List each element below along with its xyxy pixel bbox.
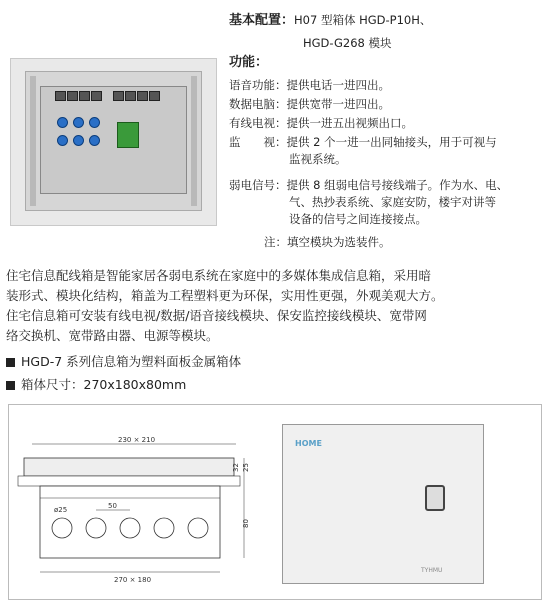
desc-line: 络交换机、宽带路由器、电源等模块。 xyxy=(6,328,219,343)
bottom-dim-label: 270 × 180 xyxy=(114,576,152,584)
product-photo xyxy=(10,58,217,226)
spec-row: 有线电视：提供一进五出视频出口。 xyxy=(229,116,413,130)
right-dim-3: 80 xyxy=(242,519,250,528)
box-frame xyxy=(25,71,202,211)
desc-line: 住宅信息配线箱是智能家居各弱电系统在家庭中的多媒体集成信息箱，采用暗 xyxy=(6,268,432,283)
pitch-dim-label: 50 xyxy=(108,502,117,510)
config-value-2: HGD-G268 模块 xyxy=(303,36,392,50)
bullet-item: HGD-7 系列信息箱为塑料面板金属箱体 xyxy=(6,352,241,370)
right-rail xyxy=(191,76,197,206)
top-dim-label: 230 × 210 xyxy=(118,436,156,444)
spec-row: 弱电信号：提供 8 组弱电信号接线端子。作为水、电、 xyxy=(229,178,509,192)
desc-line: 住宅信息箱可安装有线电视/数据/语音接线模块、保安监控接线模块、宽带网 xyxy=(6,308,427,323)
home-logo: HOME xyxy=(295,439,322,448)
function-title: 功能： xyxy=(229,55,269,70)
config-value: H07 型箱体 HGD-P10H、 xyxy=(294,13,432,27)
spec-row: 气、热抄表系统、家庭安防，楼宇对讲等 xyxy=(289,195,496,209)
brand-label: TYHMU xyxy=(421,567,443,574)
square-bullet-icon xyxy=(6,358,15,367)
dimension-drawing xyxy=(14,432,254,596)
left-rail xyxy=(30,76,36,206)
hole-dim-label: ø25 xyxy=(54,506,68,514)
right-dim-1: 32 xyxy=(232,463,240,472)
spec-row: 监 视：提供 2 个一进一出同轴接头，用于可视与 xyxy=(229,135,497,149)
spec-row: 语音功能：提供电话一进四出。 xyxy=(229,78,390,92)
square-bullet-icon xyxy=(6,381,15,390)
spec-row: 设备的信号之间连接接点。 xyxy=(289,212,427,226)
config-line xyxy=(229,12,431,29)
description xyxy=(6,266,544,346)
box-cover-photo xyxy=(282,424,484,584)
lock-icon xyxy=(425,485,445,511)
bullet-item: 箱体尺寸：270x180x80mm xyxy=(6,375,186,393)
spec-note: 注：填空模块为选装件。 xyxy=(264,235,391,249)
config-label: 基本配置： xyxy=(229,13,295,28)
module-panel xyxy=(40,86,187,194)
right-dim-2: 25 xyxy=(242,463,250,472)
terminal-block xyxy=(117,122,139,148)
spec-row: 数据电脑：提供宽带一进四出。 xyxy=(229,97,390,111)
spec-row: 监视系统。 xyxy=(289,152,347,166)
desc-line: 装形式、模块化结构，箱盖为工程塑料更为环保，实用性更强，外观美观大方。 xyxy=(6,288,444,303)
